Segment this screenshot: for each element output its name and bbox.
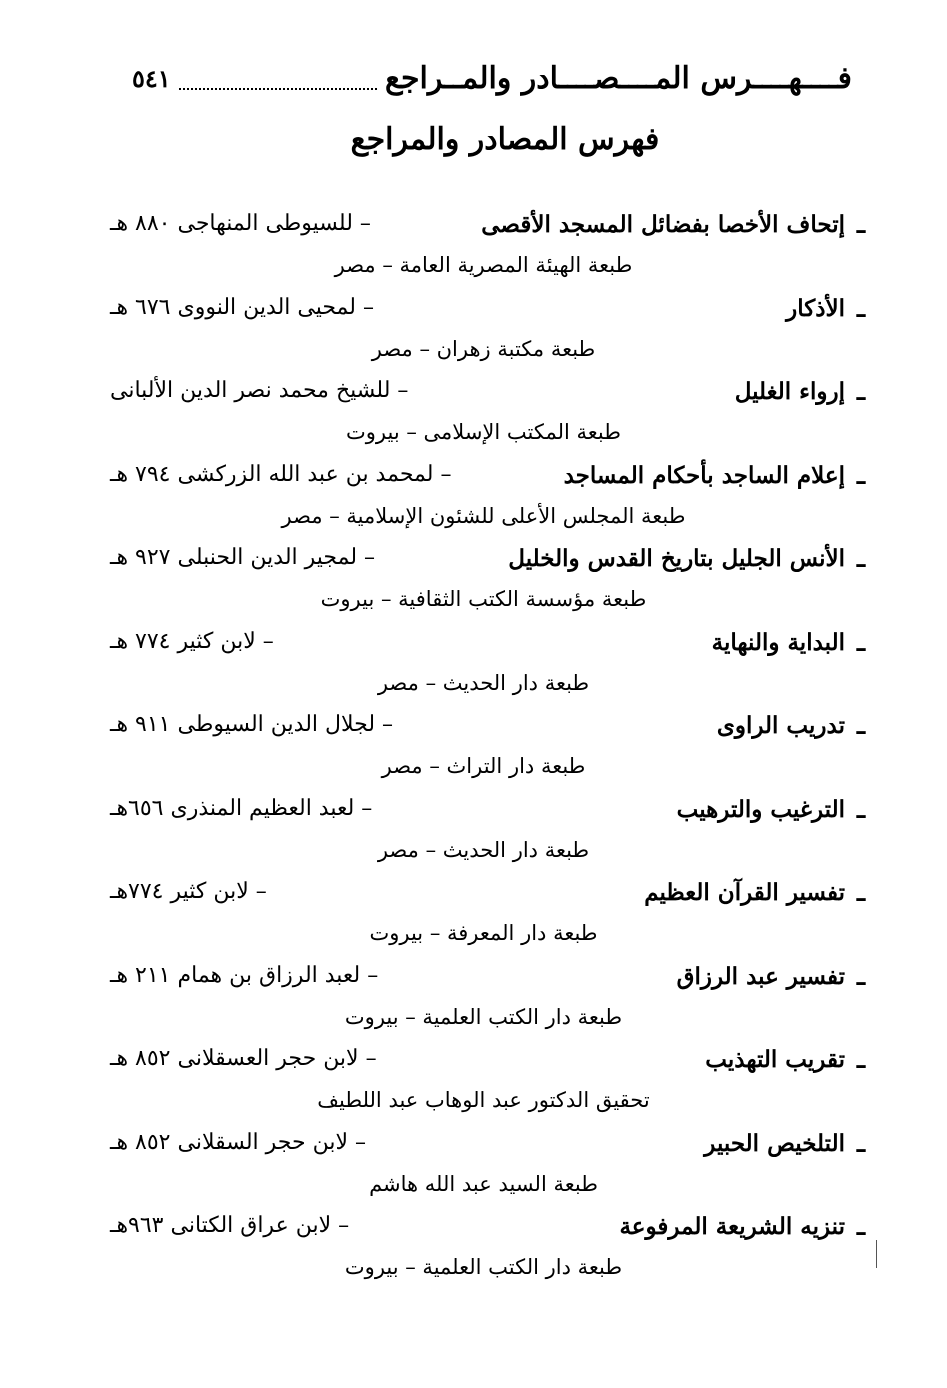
entry-author: – لعبد العظيم المنذرى ٦٥٦هـ [110,795,373,821]
bibliography-entry [0,1126,947,1210]
entry-publisher: طبعة السيد عبد الله هاشم [369,1171,598,1196]
bibliography-entry [0,291,947,375]
dotted-leader [179,66,377,90]
entry-bullet: – [855,215,867,244]
entry-title: إرواء الغليل [734,378,845,405]
entry-title: الأنس الجليل بتاريخ القدس والخليل [508,545,845,572]
entry-bullet: – [855,799,867,829]
entry-title: الأذكار [786,294,845,322]
entry-bullet: – [855,549,867,578]
entry-publisher: طبعة الهيئة المصرية العامة – مصر [334,253,633,277]
entry-title: تقريب التهذيب [705,1046,845,1073]
entry-title: تدريب الراوى [716,712,845,739]
entry-publisher: طبعة دار الحديث – مصر [377,670,590,695]
entry-author: – للسيوطى المنهاجى ٨٨٠ هـ [110,211,371,236]
entry-author: – لجلال الدين السيوطى ٩١١ هـ [110,712,394,737]
bibliography-list [0,207,947,1293]
entry-author: – لابن كثير ٧٧٤هـ [110,879,267,904]
entry-bullet: – [855,632,867,662]
page-title: فهرس المصادر والمراجع [350,122,660,157]
entry-title: الترغيب والترهيب [676,795,845,823]
entry-author: – لعبد الرزاق بن همام ٢١١ هـ [110,962,379,988]
entry-title: تفسير عبد الرزاق [676,962,845,990]
bibliography-entry [0,625,947,709]
bibliography-entry [0,374,947,458]
bibliography-entry [0,959,947,1043]
entry-title: إتحاف الأخصا بفضائل المسجد الأقصى [481,211,845,238]
entry-publisher: طبعة دار الكتب العلمية – بيروت [344,1255,623,1279]
bibliography-entry [0,541,947,625]
entry-bullet: – [855,298,867,328]
running-header [132,58,852,98]
entry-publisher: طبعة مكتبة زهران – مصر [371,336,596,361]
entry-author: – لابن عراق الكتانى ٩٦٣هـ [110,1213,350,1238]
entry-title: إعلام الساجد بأحكام المساجد [563,461,845,489]
entry-author: – لابن حجر العسقلانى ٨٥٢ هـ [110,1046,377,1071]
entry-bullet: – [855,1133,867,1163]
entry-author: – لمجير الدين الحنبلى ٩٢٧ هـ [110,545,376,570]
entry-bullet: – [855,883,867,912]
entry-publisher: طبعة دار المعرفة – بيروت [369,921,598,945]
bibliography-entry [0,207,947,291]
entry-bullet: – [855,1050,867,1079]
entry-bullet: – [855,465,867,495]
bibliography-entry [0,875,947,959]
bibliography-entry [0,708,947,792]
running-header-title: فــــهــــرس المــــصــــادر والمــراجع [385,60,852,96]
bibliography-entry [0,458,947,542]
entry-publisher: تحقيق الدكتور عبد الوهاب عبد اللطيف [317,1088,650,1112]
entry-title: تفسير القرآن العظيم [644,879,845,906]
entry-publisher: طبعة دار الحديث – مصر [377,837,590,862]
bibliography-entry [0,1209,947,1293]
entry-title: تنزيه الشريعة المرفوعة [619,1213,845,1240]
entry-author: – لمحيى الدين النووى ٦٧٦ هـ [110,294,374,320]
bibliography-entry [0,1042,947,1126]
entry-publisher: طبعة المكتب الإسلامى – بيروت [346,420,621,444]
bibliography-entry [0,792,947,876]
entry-title: التلخيص الحبير [704,1129,845,1157]
entry-author: – لابن حجر السقلانى ٨٥٢ هـ [110,1129,366,1155]
entry-publisher: طبعة دار الكتب العلمية – بيروت [344,1004,623,1029]
page-number: ٥٤١ [132,63,171,93]
entry-bullet: – [855,966,867,996]
entry-bullet: – [855,1217,867,1246]
entry-publisher: طبعة دار التراث – مصر [381,754,586,778]
entry-publisher: طبعة المجلس الأعلى للشئون الإسلامية – مصر [281,503,686,528]
margin-mark [876,1240,877,1268]
entry-author: – للشيخ محمد نصر الدين الألبانى [110,378,409,403]
entry-author: – لابن كثير ٧٧٤ هـ [110,628,274,654]
entry-title: البداية والنهاية [711,628,845,656]
entry-author: – لمحمد بن عبد الله الزركشى ٧٩٤ هـ [110,461,452,487]
entry-bullet: – [855,716,867,745]
entry-bullet: – [855,382,867,411]
entry-publisher: طبعة مؤسسة الكتب الثقافية – بيروت [320,587,647,611]
